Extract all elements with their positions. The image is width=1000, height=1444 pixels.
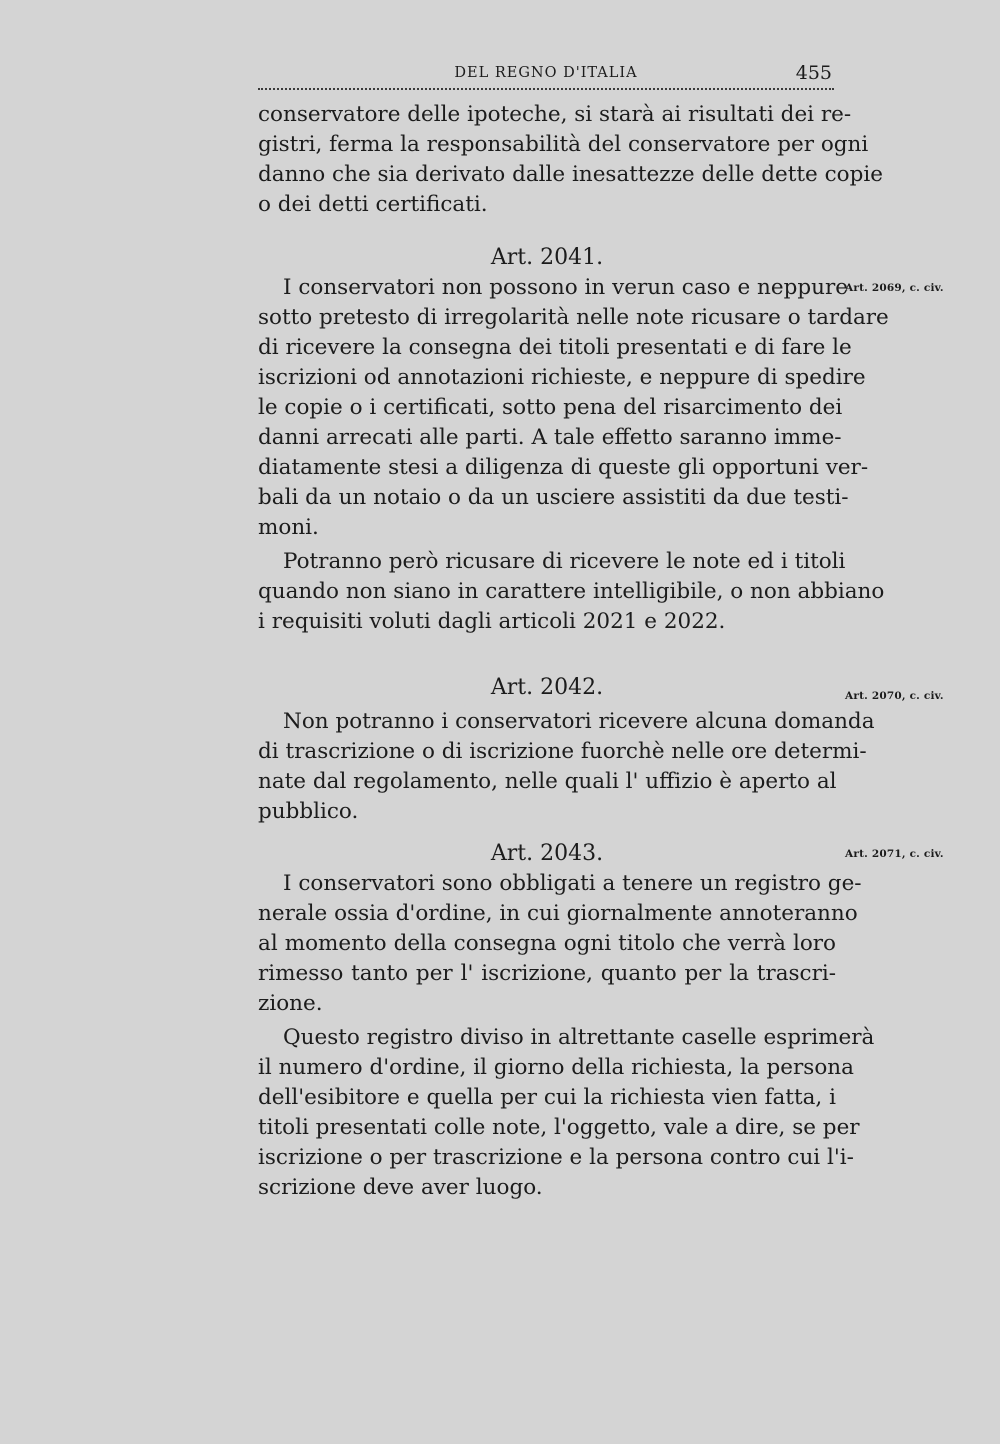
text-line: moni. (258, 515, 319, 540)
text-line: scrizione deve aver luogo. (258, 1175, 543, 1200)
text-line: titoli presentati colle note, l'oggetto, vale a dire, se per (258, 1115, 860, 1140)
article-heading-2041: Art. 2041. (490, 245, 604, 270)
article-2041-paragraph-2 (258, 547, 885, 637)
text-line: i requisiti voluti dagli articoli 2021 e 2022. (258, 609, 726, 634)
text-line: bali da un notaio o da un usciere assistiti da due testi- (258, 485, 849, 510)
paragraph-continuation (258, 100, 883, 220)
text-line: al momento della consegna ogni titolo che verrà loro (258, 931, 836, 956)
text-line: il numero d'ordine, il giorno della richiesta, la persona (258, 1055, 854, 1080)
text-line: dell'esibitore e quella per cui la richiesta vien fatta, i (258, 1085, 836, 1110)
text-line: di trascrizione o di iscrizione fuorchè nelle ore determi- (258, 739, 867, 764)
body-text (258, 100, 889, 1203)
text-line: iscrizione o per trascrizione e la persona contro cui l'i- (258, 1145, 854, 1170)
running-header-title: DEL REGNO D'ITALIA (454, 65, 638, 81)
text-line: pubblico. (258, 799, 359, 824)
text-line: nerale ossia d'ordine, in cui giornalmente annoteranno (258, 901, 858, 926)
text-line: I conservatori non possono in verun caso e neppure (283, 275, 848, 300)
text-line: I conservatori sono obbligati a tenere un registro ge- (283, 871, 862, 896)
text-line: o dei detti certificati. (258, 192, 488, 217)
text-line: conservatore delle ipoteche, si starà ai risultati dei re- (258, 102, 852, 127)
page-number: 455 (795, 62, 832, 84)
text-line: sotto pretesto di irregolarità nelle note ricusare o tardare (258, 305, 889, 330)
article-2042-paragraph-1 (258, 707, 875, 827)
article-2041-paragraph-1 (258, 273, 889, 543)
text-line: zione. (258, 991, 323, 1016)
text-line: danni arrecati alle parti. A tale effetto saranno imme- (258, 425, 842, 450)
text-line: Potranno però ricusare di ricevere le note ed i titoli (283, 549, 846, 574)
margin-note-art-2041: Art. 2069, c. civ. (845, 282, 944, 294)
text-line: Non potranno i conservatori ricevere alcuna domanda (283, 709, 875, 734)
text-line: Questo registro diviso in altrettante caselle esprimerà (283, 1025, 875, 1050)
article-heading-2042: Art. 2042. (490, 675, 604, 700)
article-heading-2043: Art. 2043. (490, 841, 604, 866)
article-2043-paragraph-1 (258, 869, 862, 1019)
text-line: di ricevere la consegna dei titoli presentati e di fare le (258, 335, 852, 360)
text-line: gistri, ferma la responsabilità del conservatore per ogni (258, 132, 869, 157)
text-line: iscrizioni od annotazioni richieste, e neppure di spedire (258, 365, 866, 390)
text-line: nate dal regolamento, nelle quali l' uffizio è aperto al (258, 769, 837, 794)
text-line: le copie o i certificati, sotto pena del risarcimento dei (258, 395, 843, 420)
text-line: diatamente stesi a diligenza di queste gli opportuni ver- (258, 455, 869, 480)
text-line: danno che sia derivato dalle inesattezze delle dette copie (258, 162, 883, 187)
text-line: rimesso tanto per l' iscrizione, quanto per la trascri- (258, 961, 836, 986)
margin-note-art-2043: Art. 2071, c. civ. (845, 848, 944, 860)
article-2043-paragraph-2 (258, 1023, 875, 1203)
margin-note-art-2042: Art. 2070, c. civ. (845, 690, 944, 702)
text-line: quando non siano in carattere intelligibile, o non abbiano (258, 579, 885, 604)
running-header (258, 62, 834, 90)
